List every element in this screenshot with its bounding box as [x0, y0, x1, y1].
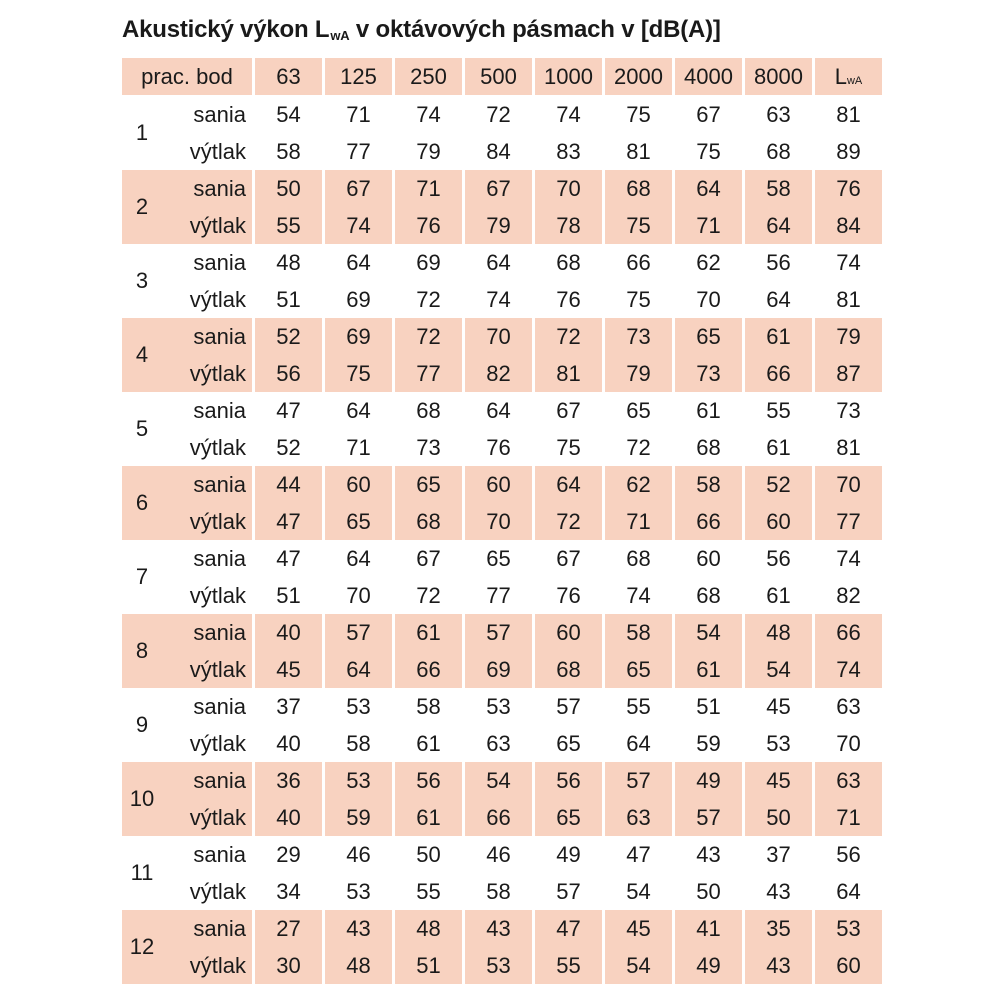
value-cell: 55	[766, 397, 791, 423]
value-cell: 68	[696, 582, 721, 608]
point-number: 5	[135, 416, 149, 441]
value-cell: 61	[416, 730, 441, 756]
point-number: 10	[129, 786, 155, 811]
value-cell: 66	[486, 804, 511, 830]
value-cell: 51	[276, 286, 301, 312]
point-number: 2	[135, 194, 149, 219]
point-group-8	[122, 614, 881, 688]
value-cell: 57	[346, 619, 371, 645]
value-cell: 63	[626, 804, 651, 830]
value-cell: 43	[486, 915, 511, 941]
value-cell: 72	[556, 508, 581, 534]
value-cell: 73	[836, 397, 861, 423]
value-cell: 58	[346, 730, 371, 756]
value-cell: 54	[696, 619, 721, 645]
value-cell: 68	[696, 434, 721, 460]
title-prefix: Akustický výkon L	[122, 16, 330, 43]
value-cell: 68	[416, 397, 441, 423]
value-cell: 65	[626, 397, 651, 423]
value-cell: 74	[836, 249, 861, 275]
value-cell: 69	[346, 286, 371, 312]
value-cell: 68	[416, 508, 441, 534]
table-title	[122, 16, 721, 44]
value-cell: 57	[556, 693, 581, 719]
mode-label-lower: výtlak	[189, 582, 246, 608]
mode-label-lower: výtlak	[189, 138, 246, 164]
value-cell: 78	[556, 212, 581, 238]
value-cell: 74	[836, 656, 861, 682]
value-cell: 49	[696, 952, 721, 978]
value-cell: 51	[696, 693, 721, 719]
value-cell: 52	[276, 323, 301, 349]
value-cell: 47	[276, 545, 301, 571]
value-cell: 35	[766, 915, 791, 941]
value-cell: 55	[626, 693, 651, 719]
value-cell: 82	[836, 582, 861, 608]
value-cell: 70	[556, 175, 581, 201]
value-cell: 58	[696, 471, 721, 497]
value-cell: 70	[696, 286, 721, 312]
value-cell: 60	[836, 952, 861, 978]
value-cell: 50	[276, 175, 301, 201]
value-cell: 77	[836, 508, 861, 534]
mode-label-upper: sania	[193, 249, 246, 275]
value-cell: 74	[346, 212, 371, 238]
value-cell: 65	[346, 508, 371, 534]
mode-label-upper: sania	[193, 693, 246, 719]
value-cell: 71	[416, 175, 441, 201]
mode-label-upper: sania	[193, 101, 246, 127]
value-cell: 64	[556, 471, 581, 497]
value-cell: 56	[556, 767, 581, 793]
value-cell: 65	[696, 323, 721, 349]
value-cell: 57	[556, 878, 581, 904]
point-group-12	[122, 910, 881, 984]
point-number: 9	[135, 712, 149, 737]
mode-label-lower: výtlak	[189, 434, 246, 460]
value-cell: 77	[416, 360, 441, 386]
value-cell: 68	[626, 545, 651, 571]
value-cell: 60	[696, 545, 721, 571]
value-cell: 58	[276, 138, 301, 164]
value-cell: 76	[486, 434, 511, 460]
point-number: 11	[130, 860, 154, 885]
value-cell: 45	[766, 693, 791, 719]
value-cell: 43	[696, 841, 721, 867]
value-cell: 56	[276, 360, 301, 386]
value-cell: 54	[276, 101, 301, 127]
value-cell: 59	[696, 730, 721, 756]
value-cell: 34	[276, 878, 301, 904]
header-band-125: 125	[325, 58, 392, 95]
value-cell: 77	[486, 582, 511, 608]
value-cell: 74	[836, 545, 861, 571]
value-cell: 57	[696, 804, 721, 830]
value-cell: 76	[836, 175, 861, 201]
point-group-7	[122, 540, 881, 614]
value-cell: 70	[836, 730, 861, 756]
value-cell: 52	[766, 471, 791, 497]
value-cell: 89	[836, 138, 861, 164]
value-cell: 49	[696, 767, 721, 793]
value-cell: 76	[416, 212, 441, 238]
value-cell: 53	[486, 952, 511, 978]
value-cell: 53	[346, 878, 371, 904]
value-cell: 63	[486, 730, 511, 756]
value-cell: 53	[346, 693, 371, 719]
value-cell: 58	[626, 619, 651, 645]
value-cell: 62	[626, 471, 651, 497]
value-cell: 64	[346, 249, 371, 275]
mode-label-lower: výtlak	[189, 286, 246, 312]
title-suffix: v oktávových pásmach v [dB(A)]	[349, 16, 721, 43]
point-number: 7	[135, 564, 149, 589]
mode-label-upper: sania	[193, 841, 246, 867]
value-cell: 45	[766, 767, 791, 793]
table-body	[122, 96, 881, 984]
value-cell: 54	[626, 952, 651, 978]
value-cell: 79	[486, 212, 511, 238]
mode-label-upper: sania	[193, 915, 246, 941]
value-cell: 65	[556, 730, 581, 756]
value-cell: 56	[836, 841, 861, 867]
mode-label-upper: sania	[193, 323, 246, 349]
value-cell: 40	[276, 619, 301, 645]
value-cell: 53	[486, 693, 511, 719]
value-cell: 53	[346, 767, 371, 793]
value-cell: 73	[696, 360, 721, 386]
value-cell: 70	[486, 323, 511, 349]
value-cell: 75	[346, 360, 371, 386]
value-cell: 64	[766, 286, 791, 312]
value-cell: 50	[696, 878, 721, 904]
value-cell: 63	[836, 767, 861, 793]
point-number: 3	[135, 268, 149, 293]
value-cell: 55	[556, 952, 581, 978]
value-cell: 52	[276, 434, 301, 460]
mode-label-lower: výtlak	[189, 360, 246, 386]
header-band-250: 250	[395, 58, 462, 95]
value-cell: 64	[836, 878, 861, 904]
value-cell: 71	[346, 434, 371, 460]
value-cell: 45	[626, 915, 651, 941]
point-group-11	[122, 836, 881, 910]
value-cell: 67	[556, 545, 581, 571]
value-cell: 61	[766, 434, 791, 460]
value-cell: 30	[276, 952, 301, 978]
value-cell: 64	[486, 397, 511, 423]
value-cell: 50	[416, 841, 441, 867]
value-cell: 61	[416, 804, 441, 830]
value-cell: 61	[766, 323, 791, 349]
mode-label-lower: výtlak	[189, 878, 246, 904]
value-cell: 64	[486, 249, 511, 275]
value-cell: 69	[346, 323, 371, 349]
table-header-row	[122, 58, 881, 95]
value-cell: 74	[556, 101, 581, 127]
point-group-6	[122, 466, 881, 540]
point-group-3	[122, 244, 881, 318]
value-cell: 66	[696, 508, 721, 534]
value-cell: 37	[766, 841, 791, 867]
mode-label-lower: výtlak	[189, 730, 246, 756]
header-band-63: 63	[255, 58, 322, 95]
point-number: 12	[129, 934, 155, 959]
value-cell: 74	[416, 101, 441, 127]
header-total-lwa	[815, 58, 882, 95]
value-cell: 61	[696, 656, 721, 682]
mode-label-lower: výtlak	[189, 656, 246, 682]
value-cell: 56	[766, 545, 791, 571]
value-cell: 58	[416, 693, 441, 719]
value-cell: 74	[626, 582, 651, 608]
value-cell: 66	[766, 360, 791, 386]
value-cell: 29	[276, 841, 301, 867]
value-cell: 76	[556, 286, 581, 312]
header-band-8000: 8000	[745, 58, 812, 95]
value-cell: 47	[276, 508, 301, 534]
value-cell: 53	[836, 915, 861, 941]
value-cell: 48	[416, 915, 441, 941]
value-cell: 51	[276, 582, 301, 608]
header-total-sub: wA	[846, 74, 863, 87]
point-number: 4	[135, 342, 149, 367]
point-number: 6	[135, 490, 149, 515]
value-cell: 64	[346, 397, 371, 423]
value-cell: 40	[276, 804, 301, 830]
mode-label-upper: sania	[193, 397, 246, 423]
value-cell: 47	[626, 841, 651, 867]
mode-label-lower: výtlak	[189, 508, 246, 534]
value-cell: 57	[626, 767, 651, 793]
value-cell: 79	[626, 360, 651, 386]
value-cell: 72	[416, 323, 441, 349]
value-cell: 77	[346, 138, 371, 164]
value-cell: 81	[626, 138, 651, 164]
value-cell: 67	[696, 101, 721, 127]
point-group-10	[122, 762, 881, 836]
value-cell: 84	[486, 138, 511, 164]
value-cell: 69	[416, 249, 441, 275]
mode-label-upper: sania	[193, 471, 246, 497]
value-cell: 47	[276, 397, 301, 423]
value-cell: 27	[276, 915, 301, 941]
value-cell: 76	[556, 582, 581, 608]
value-cell: 81	[836, 434, 861, 460]
mode-label-lower: výtlak	[189, 952, 246, 978]
value-cell: 67	[346, 175, 371, 201]
value-cell: 53	[766, 730, 791, 756]
value-cell: 56	[416, 767, 441, 793]
value-cell: 75	[696, 138, 721, 164]
value-cell: 56	[766, 249, 791, 275]
value-cell: 54	[626, 878, 651, 904]
value-cell: 67	[416, 545, 441, 571]
value-cell: 47	[556, 915, 581, 941]
value-cell: 68	[556, 656, 581, 682]
value-cell: 43	[766, 878, 791, 904]
value-cell: 87	[836, 360, 861, 386]
value-cell: 70	[486, 508, 511, 534]
value-cell: 60	[766, 508, 791, 534]
value-cell: 43	[766, 952, 791, 978]
value-cell: 63	[766, 101, 791, 127]
value-cell: 63	[836, 693, 861, 719]
point-number: 1	[135, 120, 149, 145]
value-cell: 70	[346, 582, 371, 608]
mode-label-lower: výtlak	[189, 804, 246, 830]
value-cell: 71	[346, 101, 371, 127]
value-cell: 74	[486, 286, 511, 312]
value-cell: 68	[766, 138, 791, 164]
value-cell: 64	[346, 656, 371, 682]
value-cell: 58	[486, 878, 511, 904]
value-cell: 65	[486, 545, 511, 571]
mode-label-upper: sania	[193, 545, 246, 571]
acoustic-power-table	[122, 58, 881, 984]
header-band-4000: 4000	[675, 58, 742, 95]
value-cell: 72	[556, 323, 581, 349]
value-cell: 69	[486, 656, 511, 682]
header-band-1000: 1000	[535, 58, 602, 95]
mode-label-lower: výtlak	[189, 212, 246, 238]
value-cell: 65	[556, 804, 581, 830]
header-point-label: prac. bod	[122, 58, 252, 95]
value-cell: 66	[836, 619, 861, 645]
point-group-9	[122, 688, 881, 762]
value-cell: 60	[486, 471, 511, 497]
value-cell: 68	[556, 249, 581, 275]
value-cell: 57	[486, 619, 511, 645]
value-cell: 48	[276, 249, 301, 275]
value-cell: 46	[346, 841, 371, 867]
value-cell: 44	[276, 471, 301, 497]
value-cell: 67	[556, 397, 581, 423]
mode-label-upper: sania	[193, 175, 246, 201]
value-cell: 72	[486, 101, 511, 127]
value-cell: 73	[626, 323, 651, 349]
header-band-500: 500	[465, 58, 532, 95]
point-group-1	[122, 96, 881, 170]
value-cell: 64	[766, 212, 791, 238]
value-cell: 67	[486, 175, 511, 201]
value-cell: 48	[766, 619, 791, 645]
value-cell: 68	[626, 175, 651, 201]
value-cell: 72	[626, 434, 651, 460]
mode-label-upper: sania	[193, 619, 246, 645]
value-cell: 84	[836, 212, 861, 238]
value-cell: 79	[836, 323, 861, 349]
value-cell: 83	[556, 138, 581, 164]
value-cell: 64	[346, 545, 371, 571]
value-cell: 75	[556, 434, 581, 460]
header-total-main: L	[834, 63, 847, 89]
header-band-2000: 2000	[605, 58, 672, 95]
value-cell: 49	[556, 841, 581, 867]
value-cell: 73	[416, 434, 441, 460]
value-cell: 46	[486, 841, 511, 867]
value-cell: 62	[696, 249, 721, 275]
value-cell: 60	[346, 471, 371, 497]
value-cell: 81	[556, 360, 581, 386]
point-group-5	[122, 392, 881, 466]
value-cell: 36	[276, 767, 301, 793]
value-cell: 61	[696, 397, 721, 423]
value-cell: 40	[276, 730, 301, 756]
value-cell: 75	[626, 101, 651, 127]
value-cell: 71	[696, 212, 721, 238]
value-cell: 72	[416, 582, 441, 608]
title-subscript: wA	[330, 28, 350, 43]
point-group-2	[122, 170, 881, 244]
value-cell: 64	[696, 175, 721, 201]
point-group-4	[122, 318, 881, 392]
value-cell: 54	[486, 767, 511, 793]
value-cell: 61	[766, 582, 791, 608]
value-cell: 51	[416, 952, 441, 978]
value-cell: 65	[626, 656, 651, 682]
value-cell: 54	[766, 656, 791, 682]
value-cell: 72	[416, 286, 441, 312]
value-cell: 75	[626, 286, 651, 312]
value-cell: 82	[486, 360, 511, 386]
value-cell: 65	[416, 471, 441, 497]
value-cell: 81	[836, 286, 861, 312]
value-cell: 50	[766, 804, 791, 830]
value-cell: 64	[626, 730, 651, 756]
value-cell: 71	[836, 804, 861, 830]
value-cell: 79	[416, 138, 441, 164]
value-cell: 66	[416, 656, 441, 682]
value-cell: 70	[836, 471, 861, 497]
value-cell: 55	[416, 878, 441, 904]
value-cell: 48	[346, 952, 371, 978]
value-cell: 61	[416, 619, 441, 645]
value-cell: 71	[626, 508, 651, 534]
point-number: 8	[135, 638, 149, 663]
value-cell: 45	[276, 656, 301, 682]
value-cell: 59	[346, 804, 371, 830]
value-cell: 75	[626, 212, 651, 238]
value-cell: 43	[346, 915, 371, 941]
value-cell: 81	[836, 101, 861, 127]
value-cell: 60	[556, 619, 581, 645]
mode-label-upper: sania	[193, 767, 246, 793]
value-cell: 58	[766, 175, 791, 201]
value-cell: 41	[696, 915, 721, 941]
value-cell: 66	[626, 249, 651, 275]
value-cell: 55	[276, 212, 301, 238]
value-cell: 37	[276, 693, 301, 719]
